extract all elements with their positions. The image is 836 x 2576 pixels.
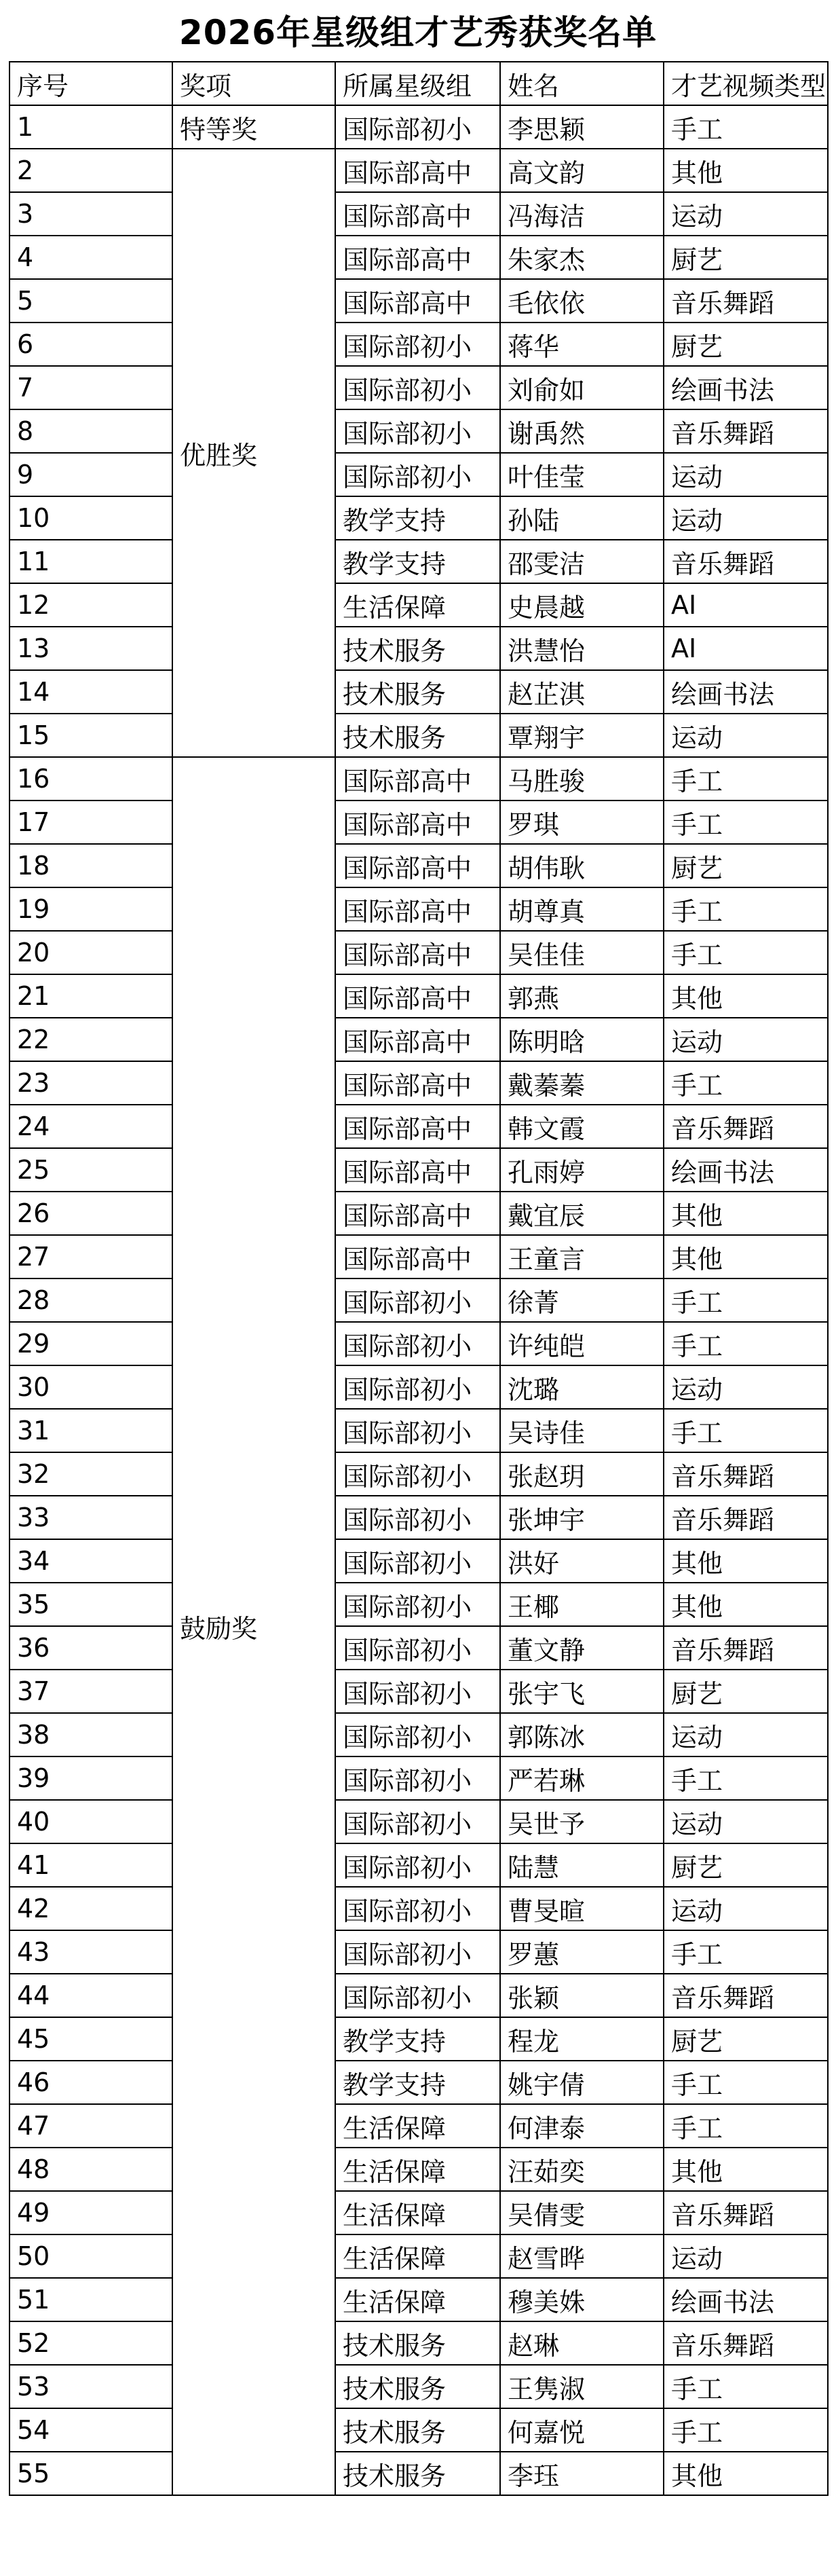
cell-video-type: 其他 <box>664 2148 828 2191</box>
cell-number: 26 <box>10 1192 172 1235</box>
table-row <box>10 1148 828 1192</box>
cell-number: 24 <box>10 1105 172 1148</box>
cell-video-type: 运动 <box>664 1365 828 1409</box>
cell-number: 10 <box>10 496 172 540</box>
cell-name: 罗琪 <box>500 801 664 844</box>
cell-video-type: 运动 <box>664 453 828 496</box>
table-row <box>10 714 828 757</box>
cell-number: 2 <box>10 149 172 192</box>
cell-name: 邵雯洁 <box>500 540 664 583</box>
cell-star-group: 国际部初小 <box>335 1409 500 1452</box>
cell-star-group: 技术服务 <box>335 714 500 757</box>
cell-star-group: 生活保障 <box>335 2191 500 2234</box>
cell-video-type: 手工 <box>664 801 828 844</box>
header-star-group: 所属星级组 <box>335 62 500 105</box>
table-row <box>10 236 828 279</box>
cell-video-type: 其他 <box>664 2452 828 2495</box>
table-row <box>10 801 828 844</box>
cell-number: 13 <box>10 627 172 670</box>
cell-star-group: 国际部高中 <box>335 801 500 844</box>
cell-name: 谢禹然 <box>500 409 664 453</box>
table-row <box>10 1800 828 1843</box>
table-row <box>10 1365 828 1409</box>
table-row <box>10 192 828 236</box>
cell-name: 赵芷淇 <box>500 670 664 714</box>
table-row <box>10 453 828 496</box>
cell-name: 陈明晗 <box>500 1018 664 1061</box>
cell-star-group: 生活保障 <box>335 2234 500 2278</box>
cell-number: 7 <box>10 366 172 409</box>
cell-number: 53 <box>10 2365 172 2408</box>
cell-number: 32 <box>10 1452 172 1496</box>
cell-number: 37 <box>10 1670 172 1713</box>
cell-name: 王隽淑 <box>500 2365 664 2408</box>
cell-name: 严若琳 <box>500 1756 664 1800</box>
table-row <box>10 2365 828 2408</box>
cell-star-group: 技术服务 <box>335 670 500 714</box>
cell-name: 徐菁 <box>500 1278 664 1322</box>
cell-number: 42 <box>10 1887 172 1930</box>
cell-star-group: 国际部高中 <box>335 887 500 931</box>
cell-video-type: 绘画书法 <box>664 670 828 714</box>
table-row <box>10 627 828 670</box>
cell-video-type: 绘画书法 <box>664 2278 828 2321</box>
table-row <box>10 496 828 540</box>
cell-number: 22 <box>10 1018 172 1061</box>
cell-video-type: 运动 <box>664 1018 828 1061</box>
cell-name: 史晨越 <box>500 583 664 627</box>
header-number: 序号 <box>10 62 172 105</box>
cell-number: 4 <box>10 236 172 279</box>
header-award: 奖项 <box>172 62 335 105</box>
table-row <box>10 1887 828 1930</box>
cell-star-group: 教学支持 <box>335 540 500 583</box>
cell-video-type: 手工 <box>664 2408 828 2452</box>
cell-name: 毛依依 <box>500 279 664 323</box>
cell-number: 6 <box>10 323 172 366</box>
cell-star-group: 国际部高中 <box>335 974 500 1018</box>
cell-name: 张宇飞 <box>500 1670 664 1713</box>
table-row <box>10 2104 828 2148</box>
table-row <box>10 1670 828 1713</box>
cell-name: 高文韵 <box>500 149 664 192</box>
cell-name: 罗蕙 <box>500 1930 664 1974</box>
cell-name: 郭陈冰 <box>500 1713 664 1756</box>
cell-name: 韩文霞 <box>500 1105 664 1148</box>
cell-video-type: 厨艺 <box>664 1670 828 1713</box>
cell-name: 孔雨婷 <box>500 1148 664 1192</box>
cell-name: 许纯皑 <box>500 1322 664 1365</box>
table-row <box>10 1756 828 1800</box>
cell-award: 鼓励奖 <box>172 757 335 2495</box>
header-video-type: 才艺视频类型 <box>664 62 828 105</box>
table-row <box>10 757 828 801</box>
cell-number: 9 <box>10 453 172 496</box>
table-row <box>10 1235 828 1278</box>
cell-number: 27 <box>10 1235 172 1278</box>
cell-video-type: 手工 <box>664 105 828 149</box>
header-row <box>10 62 828 105</box>
table-row <box>10 1192 828 1235</box>
cell-star-group: 国际部初小 <box>335 1365 500 1409</box>
table-row <box>10 1018 828 1061</box>
award-table <box>9 61 829 2496</box>
cell-star-group: 国际部初小 <box>335 1496 500 1539</box>
cell-name: 吴佳佳 <box>500 931 664 974</box>
cell-video-type: 音乐舞蹈 <box>664 540 828 583</box>
table-row <box>10 2408 828 2452</box>
cell-name: 张坤宇 <box>500 1496 664 1539</box>
table-row <box>10 974 828 1018</box>
cell-number: 43 <box>10 1930 172 1974</box>
cell-video-type: 厨艺 <box>664 2017 828 2061</box>
cell-video-type: 其他 <box>664 1539 828 1583</box>
table-row <box>10 1105 828 1148</box>
table-row <box>10 409 828 453</box>
cell-video-type: 运动 <box>664 1887 828 1930</box>
cell-video-type: 厨艺 <box>664 844 828 887</box>
cell-star-group: 教学支持 <box>335 2017 500 2061</box>
cell-video-type: 运动 <box>664 496 828 540</box>
header-name: 姓名 <box>500 62 664 105</box>
cell-number: 44 <box>10 1974 172 2017</box>
cell-star-group: 国际部高中 <box>335 757 500 801</box>
cell-name: 戴宜辰 <box>500 1192 664 1235</box>
cell-video-type: 音乐舞蹈 <box>664 2321 828 2365</box>
cell-number: 40 <box>10 1800 172 1843</box>
cell-star-group: 技术服务 <box>335 627 500 670</box>
cell-star-group: 教学支持 <box>335 2061 500 2104</box>
cell-name: 姚宇倩 <box>500 2061 664 2104</box>
cell-name: 陆慧 <box>500 1843 664 1887</box>
cell-number: 11 <box>10 540 172 583</box>
cell-star-group: 技术服务 <box>335 2408 500 2452</box>
table-row <box>10 670 828 714</box>
table-row <box>10 1974 828 2017</box>
cell-star-group: 技术服务 <box>335 2321 500 2365</box>
cell-video-type: AI <box>664 583 828 627</box>
cell-star-group: 国际部高中 <box>335 1192 500 1235</box>
cell-number: 18 <box>10 844 172 887</box>
cell-number: 17 <box>10 801 172 844</box>
cell-video-type: 运动 <box>664 714 828 757</box>
cell-star-group: 国际部初小 <box>335 1756 500 1800</box>
cell-number: 15 <box>10 714 172 757</box>
cell-star-group: 生活保障 <box>335 2104 500 2148</box>
table-row <box>10 279 828 323</box>
cell-number: 21 <box>10 974 172 1018</box>
cell-video-type: 手工 <box>664 757 828 801</box>
cell-number: 46 <box>10 2061 172 2104</box>
cell-number: 41 <box>10 1843 172 1887</box>
cell-name: 赵琳 <box>500 2321 664 2365</box>
cell-number: 39 <box>10 1756 172 1800</box>
table-row <box>10 1322 828 1365</box>
cell-name: 董文静 <box>500 1626 664 1670</box>
cell-name: 汪茹奕 <box>500 2148 664 2191</box>
cell-star-group: 国际部高中 <box>335 149 500 192</box>
cell-star-group: 国际部初小 <box>335 1583 500 1626</box>
table-row <box>10 1061 828 1105</box>
table-row <box>10 1930 828 1974</box>
cell-number: 31 <box>10 1409 172 1452</box>
cell-video-type: 手工 <box>664 2061 828 2104</box>
cell-number: 47 <box>10 2104 172 2148</box>
cell-number: 33 <box>10 1496 172 1539</box>
cell-star-group: 生活保障 <box>335 583 500 627</box>
cell-number: 5 <box>10 279 172 323</box>
cell-name: 叶佳莹 <box>500 453 664 496</box>
table-row <box>10 149 828 192</box>
cell-star-group: 国际部高中 <box>335 1018 500 1061</box>
cell-number: 20 <box>10 931 172 974</box>
cell-star-group: 国际部高中 <box>335 1148 500 1192</box>
cell-video-type: 手工 <box>664 1322 828 1365</box>
cell-star-group: 生活保障 <box>335 2148 500 2191</box>
cell-video-type: 运动 <box>664 192 828 236</box>
cell-star-group: 国际部初小 <box>335 1887 500 1930</box>
table-row <box>10 887 828 931</box>
cell-video-type: 其他 <box>664 1235 828 1278</box>
cell-star-group: 国际部初小 <box>335 105 500 149</box>
cell-number: 14 <box>10 670 172 714</box>
cell-name: 张颖 <box>500 1974 664 2017</box>
cell-name: 孙陆 <box>500 496 664 540</box>
cell-video-type: 运动 <box>664 1713 828 1756</box>
cell-star-group: 国际部初小 <box>335 1843 500 1887</box>
cell-star-group: 国际部高中 <box>335 279 500 323</box>
table-row <box>10 1278 828 1322</box>
cell-video-type: 音乐舞蹈 <box>664 1626 828 1670</box>
cell-name: 张赵玥 <box>500 1452 664 1496</box>
cell-name: 何嘉悦 <box>500 2408 664 2452</box>
cell-name: 吴倩雯 <box>500 2191 664 2234</box>
cell-star-group: 国际部初小 <box>335 1539 500 1583</box>
table-row <box>10 1843 828 1887</box>
cell-name: 赵雪晔 <box>500 2234 664 2278</box>
cell-name: 戴蓁蓁 <box>500 1061 664 1105</box>
cell-name: 冯海洁 <box>500 192 664 236</box>
cell-video-type: 手工 <box>664 1930 828 1974</box>
cell-name: 刘俞如 <box>500 366 664 409</box>
cell-video-type: 音乐舞蹈 <box>664 1496 828 1539</box>
cell-star-group: 国际部初小 <box>335 1670 500 1713</box>
table-row <box>10 1713 828 1756</box>
cell-number: 12 <box>10 583 172 627</box>
table-row <box>10 2278 828 2321</box>
cell-number: 25 <box>10 1148 172 1192</box>
cell-number: 54 <box>10 2408 172 2452</box>
cell-star-group: 国际部初小 <box>335 1974 500 2017</box>
table-row <box>10 1583 828 1626</box>
cell-number: 36 <box>10 1626 172 1670</box>
cell-name: 程龙 <box>500 2017 664 2061</box>
table-row <box>10 1626 828 1670</box>
cell-number: 16 <box>10 757 172 801</box>
cell-video-type: 手工 <box>664 1756 828 1800</box>
table-row <box>10 540 828 583</box>
table-row <box>10 1539 828 1583</box>
cell-video-type: 厨艺 <box>664 236 828 279</box>
table-row <box>10 2321 828 2365</box>
cell-name: 穆美姝 <box>500 2278 664 2321</box>
cell-video-type: 手工 <box>664 931 828 974</box>
cell-number: 1 <box>10 105 172 149</box>
cell-star-group: 技术服务 <box>335 2452 500 2495</box>
cell-video-type: 手工 <box>664 1278 828 1322</box>
table-row <box>10 2191 828 2234</box>
table-row <box>10 1452 828 1496</box>
cell-video-type: 手工 <box>664 887 828 931</box>
cell-number: 52 <box>10 2321 172 2365</box>
cell-star-group: 国际部初小 <box>335 1278 500 1322</box>
cell-name: 李珏 <box>500 2452 664 2495</box>
cell-star-group: 国际部初小 <box>335 366 500 409</box>
cell-star-group: 生活保障 <box>335 2278 500 2321</box>
cell-name: 洪慧怡 <box>500 627 664 670</box>
cell-number: 51 <box>10 2278 172 2321</box>
table-row <box>10 105 828 149</box>
cell-name: 吴诗佳 <box>500 1409 664 1452</box>
cell-name: 胡尊真 <box>500 887 664 931</box>
cell-video-type: 手工 <box>664 2365 828 2408</box>
cell-number: 34 <box>10 1539 172 1583</box>
cell-star-group: 国际部初小 <box>335 1800 500 1843</box>
cell-star-group: 国际部初小 <box>335 323 500 366</box>
table-row <box>10 2234 828 2278</box>
cell-star-group: 国际部高中 <box>335 844 500 887</box>
table-row <box>10 1409 828 1452</box>
cell-star-group: 国际部初小 <box>335 1322 500 1365</box>
cell-video-type: 音乐舞蹈 <box>664 279 828 323</box>
cell-video-type: 其他 <box>664 149 828 192</box>
cell-number: 48 <box>10 2148 172 2191</box>
cell-video-type: AI <box>664 627 828 670</box>
cell-name: 王童言 <box>500 1235 664 1278</box>
cell-name: 胡伟耿 <box>500 844 664 887</box>
cell-video-type: 音乐舞蹈 <box>664 2191 828 2234</box>
cell-video-type: 厨艺 <box>664 1843 828 1887</box>
cell-number: 45 <box>10 2017 172 2061</box>
cell-name: 朱家杰 <box>500 236 664 279</box>
cell-number: 50 <box>10 2234 172 2278</box>
cell-star-group: 国际部高中 <box>335 192 500 236</box>
cell-name: 李思颖 <box>500 105 664 149</box>
cell-video-type: 音乐舞蹈 <box>664 1974 828 2017</box>
cell-video-type: 其他 <box>664 1583 828 1626</box>
table-row <box>10 366 828 409</box>
cell-award: 特等奖 <box>172 105 335 149</box>
cell-name: 郭燕 <box>500 974 664 1018</box>
table-row <box>10 1496 828 1539</box>
cell-name: 覃翔宇 <box>500 714 664 757</box>
cell-star-group: 国际部高中 <box>335 931 500 974</box>
cell-number: 8 <box>10 409 172 453</box>
cell-video-type: 手工 <box>664 2104 828 2148</box>
table-row <box>10 931 828 974</box>
cell-video-type: 手工 <box>664 1409 828 1452</box>
table-row <box>10 2017 828 2061</box>
cell-video-type: 手工 <box>664 1061 828 1105</box>
cell-name: 洪好 <box>500 1539 664 1583</box>
cell-video-type: 其他 <box>664 1192 828 1235</box>
cell-number: 38 <box>10 1713 172 1756</box>
cell-star-group: 国际部初小 <box>335 1626 500 1670</box>
cell-star-group: 国际部初小 <box>335 409 500 453</box>
cell-star-group: 国际部初小 <box>335 1713 500 1756</box>
cell-award: 优胜奖 <box>172 149 335 757</box>
table-row <box>10 583 828 627</box>
cell-video-type: 音乐舞蹈 <box>664 1105 828 1148</box>
cell-number: 28 <box>10 1278 172 1322</box>
cell-number: 35 <box>10 1583 172 1626</box>
cell-name: 沈璐 <box>500 1365 664 1409</box>
cell-star-group: 国际部高中 <box>335 1105 500 1148</box>
cell-star-group: 教学支持 <box>335 496 500 540</box>
cell-video-type: 音乐舞蹈 <box>664 409 828 453</box>
cell-video-type: 运动 <box>664 1800 828 1843</box>
cell-video-type: 音乐舞蹈 <box>664 1452 828 1496</box>
cell-number: 23 <box>10 1061 172 1105</box>
cell-star-group: 国际部高中 <box>335 236 500 279</box>
cell-star-group: 国际部初小 <box>335 1930 500 1974</box>
cell-number: 3 <box>10 192 172 236</box>
cell-name: 曹旻暄 <box>500 1887 664 1930</box>
table-row <box>10 323 828 366</box>
cell-number: 55 <box>10 2452 172 2495</box>
cell-video-type: 绘画书法 <box>664 366 828 409</box>
page-title: 2026年星级组才艺秀获奖名单 <box>178 13 658 52</box>
cell-video-type: 其他 <box>664 974 828 1018</box>
table-row <box>10 2452 828 2495</box>
cell-name: 何津泰 <box>500 2104 664 2148</box>
cell-number: 19 <box>10 887 172 931</box>
cell-video-type: 运动 <box>664 2234 828 2278</box>
cell-name: 王椰 <box>500 1583 664 1626</box>
cell-star-group: 国际部初小 <box>335 1452 500 1496</box>
cell-star-group: 技术服务 <box>335 2365 500 2408</box>
table-row <box>10 844 828 887</box>
table-row <box>10 2148 828 2191</box>
cell-number: 30 <box>10 1365 172 1409</box>
cell-number: 49 <box>10 2191 172 2234</box>
cell-video-type: 厨艺 <box>664 323 828 366</box>
cell-name: 蒋华 <box>500 323 664 366</box>
table-body <box>10 105 828 2495</box>
cell-star-group: 国际部初小 <box>335 453 500 496</box>
cell-name: 吴世予 <box>500 1800 664 1843</box>
cell-number: 29 <box>10 1322 172 1365</box>
cell-name: 马胜骏 <box>500 757 664 801</box>
cell-star-group: 国际部高中 <box>335 1235 500 1278</box>
table-row <box>10 2061 828 2104</box>
cell-star-group: 国际部高中 <box>335 1061 500 1105</box>
cell-video-type: 绘画书法 <box>664 1148 828 1192</box>
